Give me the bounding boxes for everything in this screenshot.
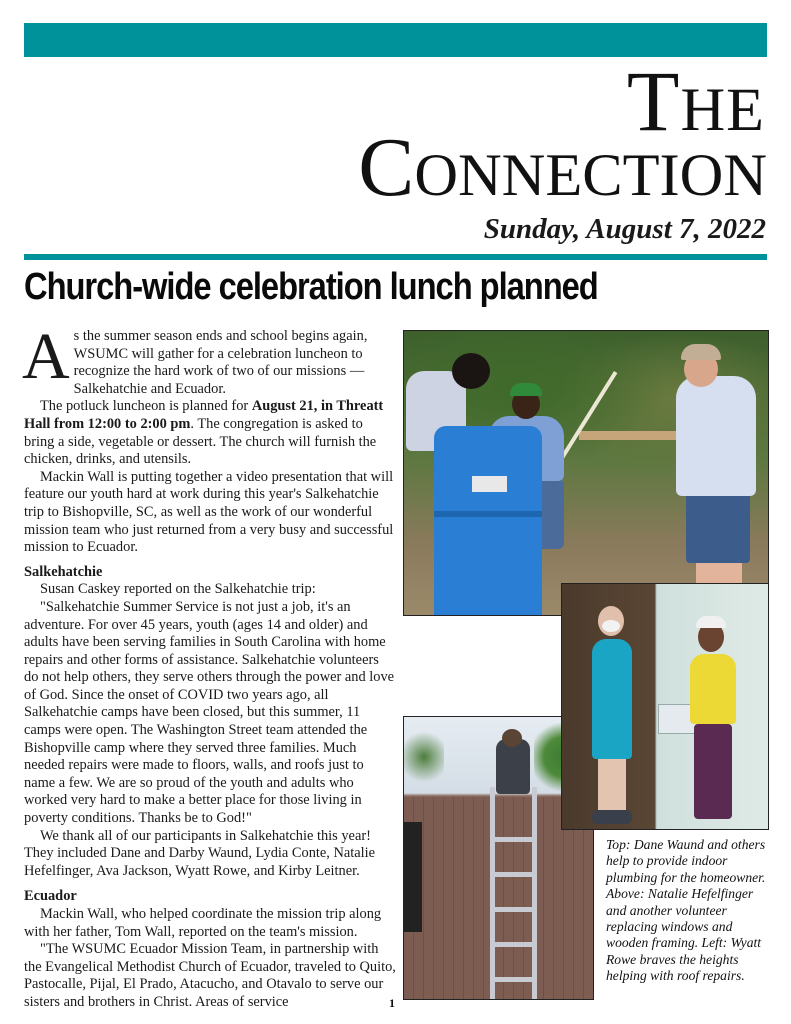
drop-cap: A [22, 320, 70, 393]
photo-water-tank-band [434, 511, 542, 517]
photo-window-repair [561, 583, 769, 830]
photo-volunteer-1-shoes [592, 810, 632, 824]
photo-ladder-rung [490, 977, 537, 982]
ecuador-paragraph-1: Mackin Wall, who helped coordinate the mission trip along with her father, Tom Wall, reported on the team's mission. [24, 906, 382, 940]
photo-ladder-rung [490, 907, 537, 912]
salkehatchie-paragraph-2: "Salkehatchie Summer Service is not just a job, it's an adventure. For over 45 years, youth (ages 14 and older) and adults have been serving families in South Carolina with home repairs and other forms of assistance. Salkehatchie volunteers do not help others, they serve others through the power and love of God. Since the onset of COVID two years ago, all Salkehatchie camps have been closed, but this summer, 11 camps were open. The Washington Street team attended the Bishopville camp where they served three families. Much needed repairs were made to floors, walls, and roofs just to name a few. We are so proud of the youth and adults who worked very hard to make a better place for those living in poverty conditions. Thanks be to God!" [24, 598, 395, 827]
photo-volunteer-2-pants [694, 724, 732, 819]
photo-window [404, 822, 422, 932]
photo-person-3-shorts [686, 491, 750, 563]
masthead-the-rest: HE [680, 76, 765, 144]
luncheon-text-end: . The congregation is asked to bring a side, vegetable or dessert. The church will furnish the chicken, drinks, and utensils. [24, 415, 377, 468]
photo-tree-2 [404, 727, 444, 787]
salkehatchie-paragraph-3: We thank all of our participants in Salkehatchie this year! They included Dane and Darby Waund, Lydia Conte, Natalie Hefelfinger, Ava Jackson, Wyatt Rowe, and Kirby Leitner. [24, 827, 376, 879]
issue-date: Sunday, August 7, 2022 [483, 213, 766, 245]
masthead-connection-rest: ONNECTION [414, 142, 767, 209]
masthead-top-bar [24, 23, 767, 57]
luncheon-text-start: The potluck luncheon is planned for [40, 398, 252, 415]
photo-climber-head [502, 729, 522, 747]
video-paragraph: Mackin Wall is putting together a video presentation that will feature our youth hard at work during this year's Salkehatchie trip to Bishopville, SC, as well as the work of our wonderful mission team who just returned from a very busy and successful mission to Ecuador. [24, 468, 394, 556]
photo-person-1-head [452, 353, 490, 389]
photo-volunteer-2 [690, 654, 736, 724]
photo-caption: Top: Dane Waund and others help to provide indoor plumbing for the homeowner. Above: Natalie Hefelfinger and another volunteer replacing windows and wooden framing. Left: Wyatt Rowe braves the heights helping with roof repairs. [606, 837, 766, 984]
masthead-the-initial: T [626, 53, 681, 149]
photo-person-2-cap [510, 383, 542, 396]
photo-volunteer-1 [592, 639, 632, 759]
photo-volunteer-1-mask [602, 620, 620, 632]
section-heading-salkehatchie: Salkehatchie [24, 563, 103, 580]
photo-climber [496, 739, 530, 794]
photo-volunteer-2-hat [696, 616, 726, 628]
page-number: 1 [389, 996, 395, 1010]
article-headline: Church-wide celebration lunch planned [24, 266, 598, 308]
photo-ladder-rail-left [490, 787, 495, 999]
salkehatchie-paragraph-1: Susan Caskey reported on the Salkehatchie trip: [40, 581, 316, 598]
photo-ladder-rung [490, 942, 537, 947]
photo-water-tank-label [472, 476, 507, 492]
photo-plumbing-volunteers [403, 330, 769, 616]
photo-ladder-rung [490, 837, 537, 842]
luncheon-date-location: August 21, in Threatt Hall from 12:00 to 2:00 pm [24, 398, 384, 432]
photo-volunteer-1-legs [598, 759, 626, 814]
luncheon-paragraph [24, 398, 396, 468]
intro-paragraph [22, 320, 396, 398]
photo-ladder-rung [490, 872, 537, 877]
intro-text: s the summer season ends and school begins again, WSUMC will gather for a celebration luncheon to recognize the hard work of two of our missions — Salkehatchie and Ecuador. [73, 328, 368, 397]
masthead-connection-initial: C [358, 121, 415, 214]
photo-person-3-cap [681, 344, 721, 360]
photo-ladder-rail-right [532, 787, 537, 999]
photo-water-tank [434, 426, 542, 616]
article-body [22, 320, 396, 1012]
masthead-divider [24, 254, 767, 260]
section-heading-ecuador: Ecuador [24, 888, 77, 905]
photo-person-3 [676, 376, 756, 496]
masthead-connection [358, 121, 767, 218]
ecuador-paragraph-2: "The WSUMC Ecuador Mission Team, in partnership with the Evangelical Methodist Church of Ecuador, traveled to Quito, Pastocalle, Pijal, El Prado, Atacucho, and Otavalo to serve our sisters and brothers in Christ. Areas of service [24, 941, 396, 1010]
